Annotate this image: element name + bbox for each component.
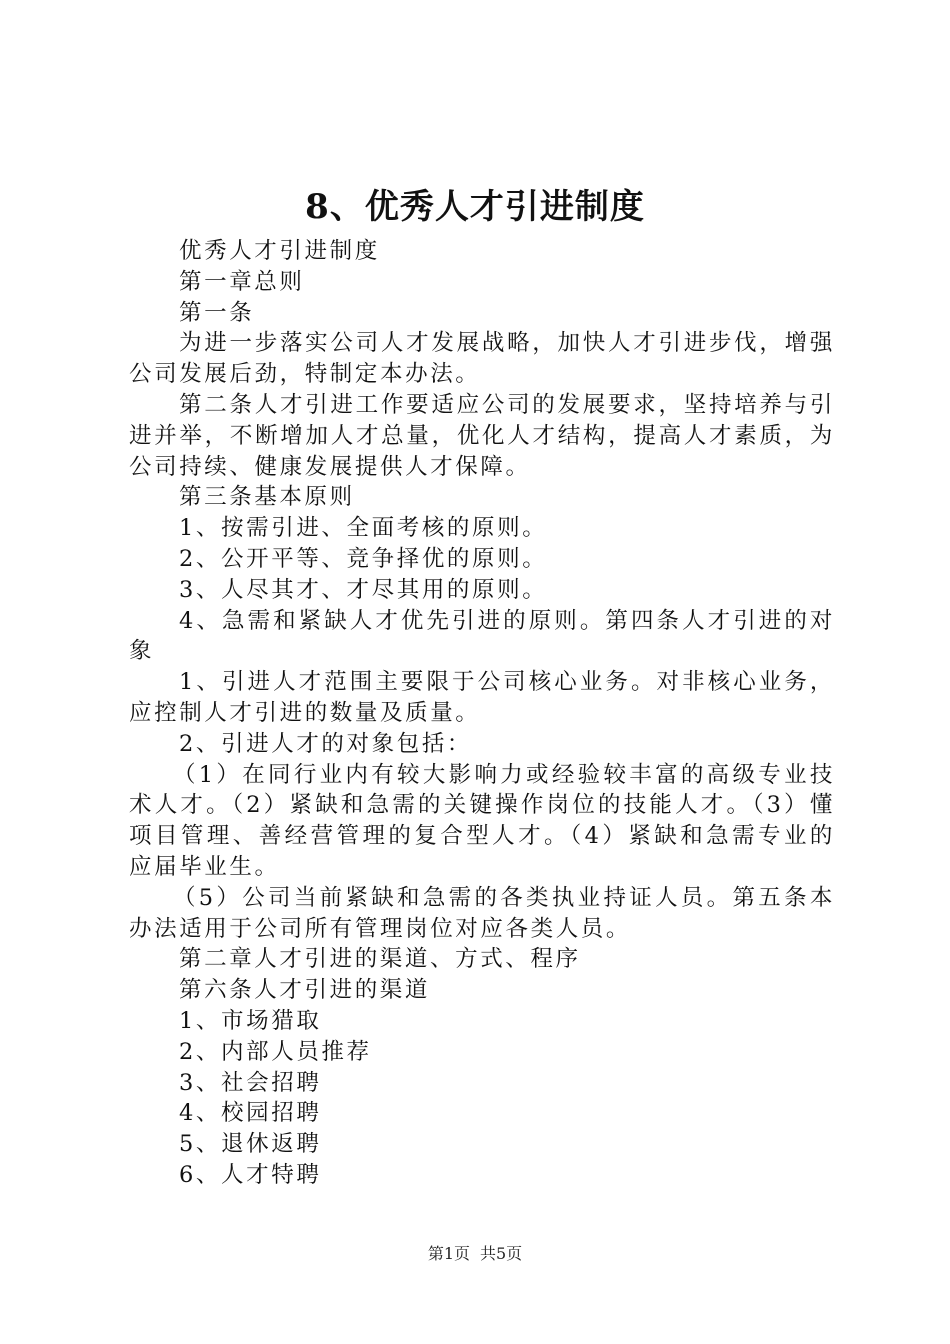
list-item: 6、人才特聘 [179,1161,322,1188]
list-item: 4、校园招聘 [179,1100,322,1127]
page-number: 第1页 [427,1244,470,1263]
list-item: 1、市场猎取 [179,1007,322,1034]
page-count: 共5页 [480,1244,523,1263]
page-footer [0,1243,950,1265]
document-body [129,236,835,1191]
paragraph: 为进一步落实公司人才发展战略，加快人才引进步伐，增强公司发展后劲，特制定本办法。 [129,330,835,388]
paragraph: 2、引进人才的对象包括： [179,730,473,757]
paragraph: 优秀人才引进制度 [179,238,380,264]
list-item: 3、人尽其才、才尽其用的原则。 [179,576,548,603]
paragraph: 1、引进人才范围主要限于公司核心业务。对非核心业务，应控制人才引进的数量及质量。 [129,669,835,726]
list-item: 4、急需和紧缺人才优先引进的原则。第四条人才引进的对象 [129,607,835,665]
chapter-heading: 第二章人才引进的渠道、方式、程序 [179,946,581,973]
article-heading: 第六条人才引进的渠道 [179,977,431,1004]
list-item: 2、公开平等、竞争择优的原则。 [179,545,548,572]
article-heading: 第一条 [179,299,255,326]
chapter-heading: 第一章总则 [179,268,305,295]
document-title: 8、优秀人才引进制度 [305,187,645,227]
paragraph: （1）在同行业内有较大影响力或经验较丰富的高级专业技术人才。（2）紧缺和急需的关键操作岗位的技能人才。（3）懂项目管理、善经营管理的复合型人才。（4）紧缺和急需专业的应届毕业生。 [129,761,835,880]
paragraph: 第二条人才引进工作要适应公司的发展要求，坚持培养与引进并举，不断增加人才总量，优化人才结构，提高人才素质，为公司持续、健康发展提供人才保障。 [129,391,835,480]
list-item: 3、社会招聘 [179,1069,322,1096]
list-item: 1、按需引进、全面考核的原则。 [179,515,548,542]
article-heading: 第三条基本原则 [179,484,355,511]
list-item: 5、退休返聘 [179,1131,322,1158]
list-item: 2、内部人员推荐 [179,1038,372,1065]
paragraph: （5）公司当前紧缺和急需的各类执业持证人员。第五条本办法适用于公司所有管理岗位对应各类人员。 [129,884,835,942]
